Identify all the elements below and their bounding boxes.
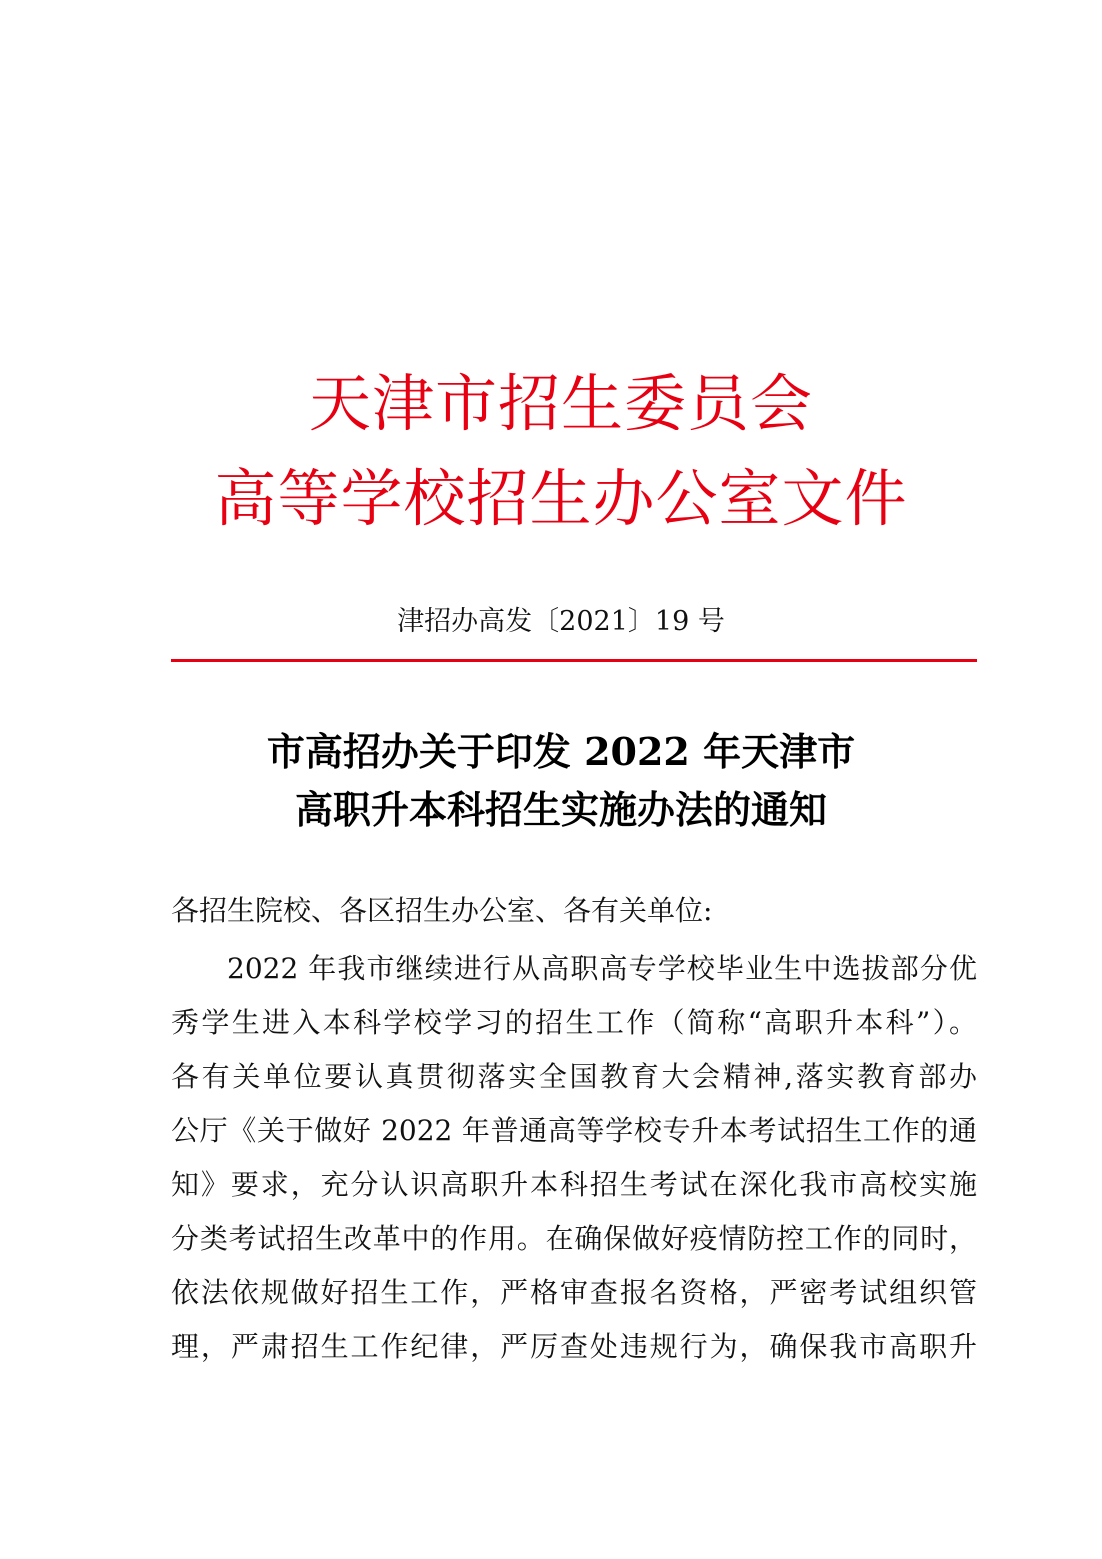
body-line-6: 分类考试招生改革中的作用。在确保做好疫情防控工作的同时，: [171, 1222, 977, 1255]
document-number: 津招办高发〔2021〕19 号: [397, 606, 725, 637]
body-line-8: 理，严肃招生工作纪律，严厉查处违规行为，确保我市高职升: [171, 1330, 977, 1363]
notice-title-line-2: 高职升本科招生实施办法的通知: [294, 787, 827, 832]
issuer-header-line-1: 天津市招生委员会: [308, 367, 813, 440]
red-divider-line: [171, 659, 977, 662]
body-line-1: 2022 年我市继续进行从高职高专学校毕业生中选拔部分优: [227, 952, 977, 985]
body-line-3: 各有关单位要认真贯彻落实全国教育大会精神,落实教育部办: [171, 1060, 977, 1093]
notice-title-line-1: 市高招办关于印发 2022 年天津市: [266, 729, 856, 774]
body-line-7: 依法依规做好招生工作，严格审查报名资格，严密考试组织管: [171, 1276, 977, 1309]
issuer-header-line-2: 高等学校招生办公室文件: [214, 462, 908, 535]
salutation: 各招生院校、各区招生办公室、各有关单位:: [171, 894, 713, 927]
body-line-2: 秀学生进入本科学校学习的招生工作（简称“高职升本科”）。: [171, 1006, 977, 1039]
body-line-4: 公厅《关于做好 2022 年普通高等学校专升本考试招生工作的通: [171, 1114, 977, 1147]
body-line-5: 知》要求，充分认识高职升本科招生考试在深化我市高校实施: [171, 1168, 977, 1201]
